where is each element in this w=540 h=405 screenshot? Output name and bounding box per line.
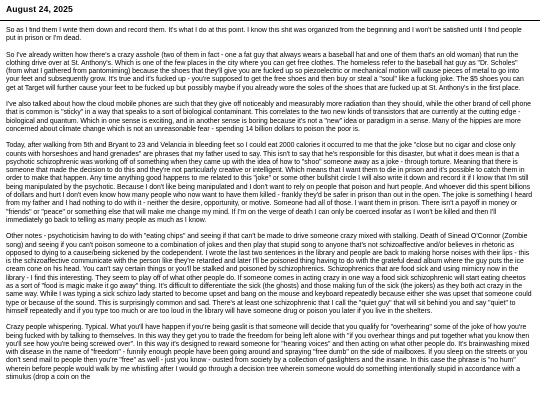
paragraph-6: Crazy people whispering. Typical. What you'll have happen if you're being gaslit is that someone will decide that you qualify for "overhearing" some of the joke of how you're being fucked with by talking to themselves. In this way they get you to trade the freedom for being left alone with "if you overhear things and put together what you know then you'll see how you're being screwed over". In this way it's designed to reward someone for "hearing voices" and then acting on what other people do. It's brainwashing mixed with disease in the name of "freedom" - funnily enough people have been going around and spraying "free dumb" on the side of mailboxes. If you sleep on the streets or you don't send mail to people then you're "free" as well - just you know - ousted from society by a collection of gaslighters and the insane. In this case the phrase is "no hum" wherein before people would walk by me whistling after I would go through a decision tree wherein someone would do something intentionally stupid in accordance with a stimulus (drop a coin on the xyxy=(6,324,530,381)
document-header xyxy=(0,0,540,21)
paragraph-5: Other notes - psychoticisim having to do with "eating chips" and seeing if that can't be made to drive someone crazy mixed with stalking. Death of Sinead O'Connor (Zombie song) and seeing if you can't poison someone to a combination of jokes and then play that stupid song to anyone that's not schizoaffective and/or believes in rhetoric as opposed to dying to a cause/being sickened by the codependent. I wrote the last two sentences in the library and people are back to making horse noises with their lips - this is the schizoaffective communicate with the person like they're retarded and later I'll be poisoned thing having to do with the grateful dead album where the guy puts the ice cream cone on his head. You can't say certain things or you'll be stalked and poisoned by schizophrenics. Schizophrenics that are food sick and using mimicry now in the library - I find this interesting. They seem to play off of what other people do. If someone comes in acting crazy in one way a food sick schizophrenic will start eating cheetos as a sort of "food is magic make it go away" thing. It's difficult to differentiate the sick (the ghosts) and those making fun of the sick (the jokers) as they both act crazy in the same way. While I was typing a sick schizo lady started to become upset and bang on the mouse and keyboard repeatedly because either she was upset that someone could type or because of the sound. This is surprisingly common and sad. There's at least one schizophrenic that I call the "quiet guy" that will sit behind you and say "quiet" to himself repeatedly and if you type too much or are too loud in the library will have someone drug or poison you later if you live in the shelters. xyxy=(6,233,532,315)
document-body xyxy=(6,27,533,405)
paragraph-2: So I've already written how there's a crazy asshole (two of them in fact - one a fat guy that always wears a baseball hat and one of them that's an old woman) that run the clothing drive over at St. Anthony's. Which is one of the few places in the city where you can get free clothes. The homeless refer to the baseball hat guy as "Dr. Scholes" (from what I gathered from pantomiming) because the shoes that they'll give you are fucked up so piezoelectric or mechanical motion will cause pieces of metal to go into your feet and subsequently grow. It's true and it's fucked up - you're supposed to get the free shoes and then buy or steal a "soul" like a fucking joke. The $5 shoes you can get at Target will further cause your feet to be fucked up but possibly maybe if you already wore the soles of the shoes that are fucked up at St. Anthony's in the first place. xyxy=(6,51,524,92)
entry-date: August 24, 2025 xyxy=(6,4,73,14)
paragraph-3: I've also talked about how the cloud mobile phones are such that they give off noticeably and measurably more radiation than they should, while the other brand of cell phone that is common is "sticky" in a way that speaks to a sort of biological contaminant. This correlates to the two new kinds of transistors that are currently at the cutting edge - biological and quantum. Which in one sense is exciting, and in another sense is boring because it's not a "new" idea or paradigm in a sense. Many of the hippies are more concerned about climate change which is not an unreasonable fear - spending 14 billion dollars to poison the poor is. xyxy=(6,101,531,133)
paragraph-1: So as I find them I write them down and record them. It's what I do at this point. I know this shit was organized from the beginning and I won't be satisfied until I find people put in prison or I'm dead. xyxy=(6,27,522,43)
paragraph-4: Today, after walking from 5th and Bryant to 23 and Velancia in bleeding feet so I could eat 2000 calories it occurred to me that the joke "close but no cigar and close only counts with horseshoes and hand grenades" are phrases that my father used to say. This isn't to say that he's responsible for this disaster, but what it does mean is that a psychotic schizophrenic was working off of something when they came up with the idea of how to "shoo" someone away as a joke - through torture. Meaning that there is someone that made the decision to do this and they're not particularly creative or intelligent. Which means that I want them to die in prison and it's possible to catch them in order to make that happen. Any time anything good happens to me related to this "joke" or some other bullshit circle I will also write it down and record it if I know that I'm still being manipulated by the psychotic. Because I don't like being manipulated and I don't want to rely on people that poison and hurt people. And whoever did this spent billions of dollars and hurt I don't even know how many people who now want to have them killed - frankly they'd be safer in prison than out in the open. The joke is something I heard from my father and I had nothing to do with it - neither the desire, opportunity, or motive. Someone had all of those. I want them in prison. There isn't a payoff in money or "friends" or "peace" or something else that will make me change my mind. If I'm on the verge of death I can only be coerced insofar as I won't be killed and then I'll immediately go back to telling as many people as much as I know. xyxy=(6,142,533,224)
